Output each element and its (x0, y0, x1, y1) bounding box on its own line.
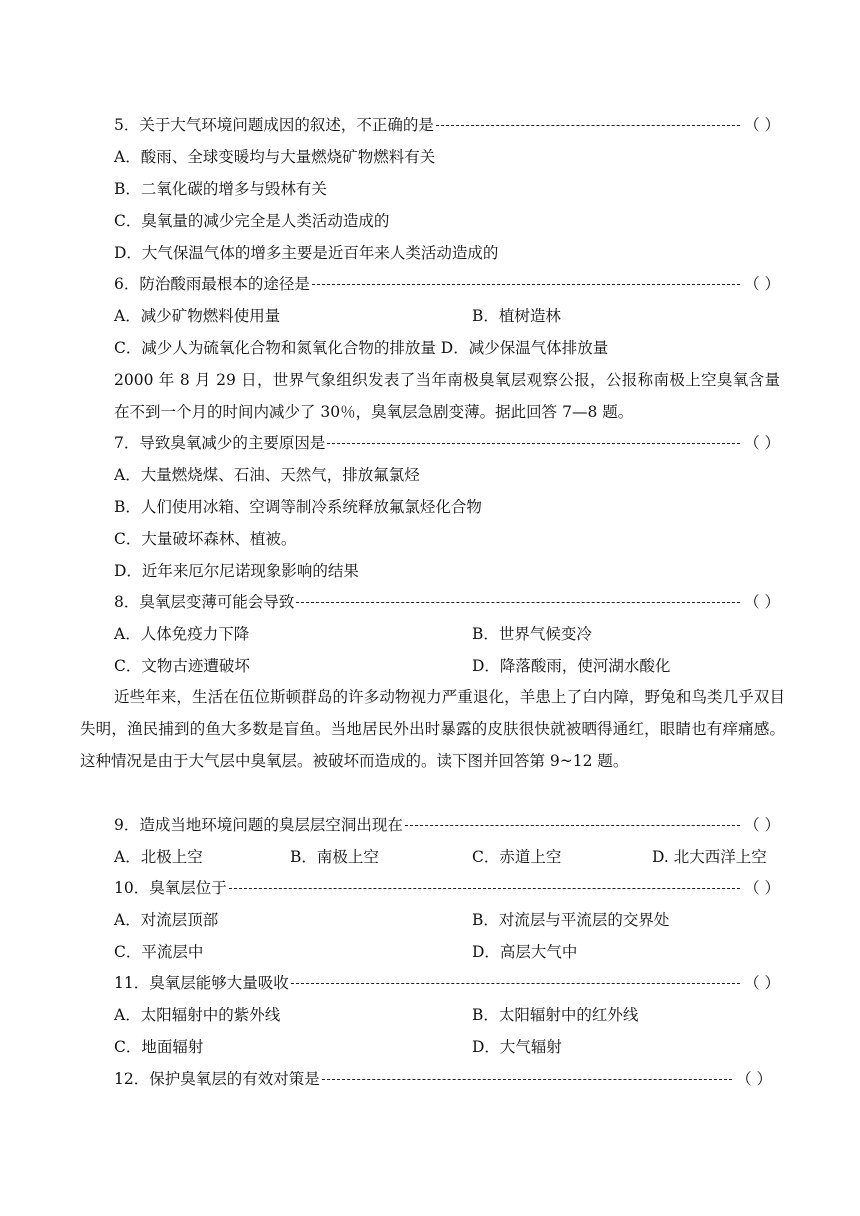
answer-blank: （ ） (744, 275, 780, 293)
question-7-stem (114, 430, 780, 456)
dashed-leader (312, 284, 740, 286)
reading-passage-2: 近些年来，生活在伍位斯顿群岛的许多动物视力严重退化，羊患上了白内障，野兔和鸟类几乎双目失明，渔民捕到的鱼大多数是盲鱼。当地居民外出时暴露的皮肤很快就被晒得通红，眼睛也有痒痛感。这种情况是由于大气层中臭氧层。被破坏而造成的。读下图并回答第 9~12 题。 (80, 688, 785, 770)
answer-blank: （ ） (744, 879, 780, 897)
option-c: C．臭氧量的减少完全是人类活动造成的 (114, 212, 390, 230)
option-d: D．高层大气中 (472, 943, 578, 961)
answer-blank: （ ） (744, 434, 780, 452)
question-8-stem (114, 589, 780, 615)
dashed-leader (291, 983, 740, 985)
question-text: 5．关于大气环境问题成因的叙述，不正确的是 (114, 116, 434, 134)
question-text: 9．造成当地环境问题的臭层层空洞出现在 (114, 816, 403, 834)
question-12-stem (114, 1066, 772, 1092)
option-c: C．文物古迹遭破坏 (114, 657, 250, 675)
dashed-leader (322, 1079, 732, 1081)
option-b: B．对流层与平流层的交界处 (472, 911, 670, 929)
question-text: 7．导致臭氧减少的主要原因是 (114, 434, 326, 452)
question-text: 12．保护臭氧层的有效对策是 (114, 1070, 320, 1088)
question-5-stem (114, 112, 780, 138)
option-b: B．二氧化碳的增多与毁林有关 (114, 180, 327, 198)
option-a: A．对流层顶部 (114, 911, 219, 929)
option-b: B．世界气候变冷 (472, 625, 592, 643)
option-a: A．太阳辐射中的紫外线 (114, 1006, 281, 1024)
option-d: D．大气辐射 (472, 1038, 562, 1056)
option-b: B．太阳辐射中的红外线 (472, 1006, 639, 1024)
option-c: C．赤道上空 (472, 848, 562, 866)
option-c: C．平流层中 (114, 943, 204, 961)
answer-blank: （ ） (736, 1070, 772, 1088)
question-10-stem (114, 875, 780, 901)
option-c-d: C．减少人为硫氧化合物和氮氧化合物的排放量 D．减少保温气体排放量 (114, 339, 609, 357)
option-a: A．酸雨、全球变暖均与大量燃烧矿物燃料有关 (114, 148, 436, 166)
dashed-leader (436, 125, 740, 127)
option-b: B．南极上空 (290, 848, 379, 866)
option-d: D．降落酸雨，使河湖水酸化 (472, 657, 671, 675)
option-a: A．北极上空 (114, 848, 203, 866)
option-d: D. 北大西洋上空 (652, 848, 767, 866)
dashed-leader (327, 443, 740, 445)
answer-blank: （ ） (744, 116, 780, 134)
dashed-leader (296, 602, 740, 604)
dashed-leader (405, 825, 740, 827)
question-text: 6．防治酸雨最根本的途径是 (114, 275, 310, 293)
question-text: 11．臭氧层能够大量吸收 (114, 974, 289, 992)
option-d: D．近年来厄尔尼诺现象影响的结果 (114, 562, 359, 580)
option-a: A．人体免疫力下降 (114, 625, 250, 643)
option-a: A．大量燃烧煤、石油、天然气，排放氟氯烃 (114, 466, 420, 484)
answer-blank: （ ） (744, 593, 780, 611)
option-b: B．植树造林 (472, 307, 561, 325)
option-a: A．减少矿物燃料使用量 (114, 307, 281, 325)
question-11-stem (114, 970, 780, 996)
answer-blank: （ ） (744, 816, 780, 834)
question-text: 8．臭氧层变薄可能会导致 (114, 593, 295, 611)
option-c: C．大量破坏森林、植被。 (114, 530, 297, 548)
question-6-stem (114, 271, 780, 297)
question-text: 10．臭氧层位于 (114, 879, 227, 897)
question-9-stem (114, 812, 780, 838)
reading-passage-1: 2000 年 8 月 29 日，世界气象组织发表了当年南极臭氧层观察公报，公报称南极上空臭氧含量在不到一个月的时间内减少了 30％，臭氧层急剧变薄。据此回答 7—8 题。 (114, 371, 780, 421)
dashed-leader (229, 888, 740, 890)
answer-blank: （ ） (744, 974, 780, 992)
option-b: B．人们使用冰箱、空调等制冷系统释放氟氯烃化合物 (114, 498, 482, 516)
option-c: C．地面辐射 (114, 1038, 204, 1056)
option-d: D．大气保温气体的增多主要是近百年来人类活动造成的 (114, 244, 499, 262)
